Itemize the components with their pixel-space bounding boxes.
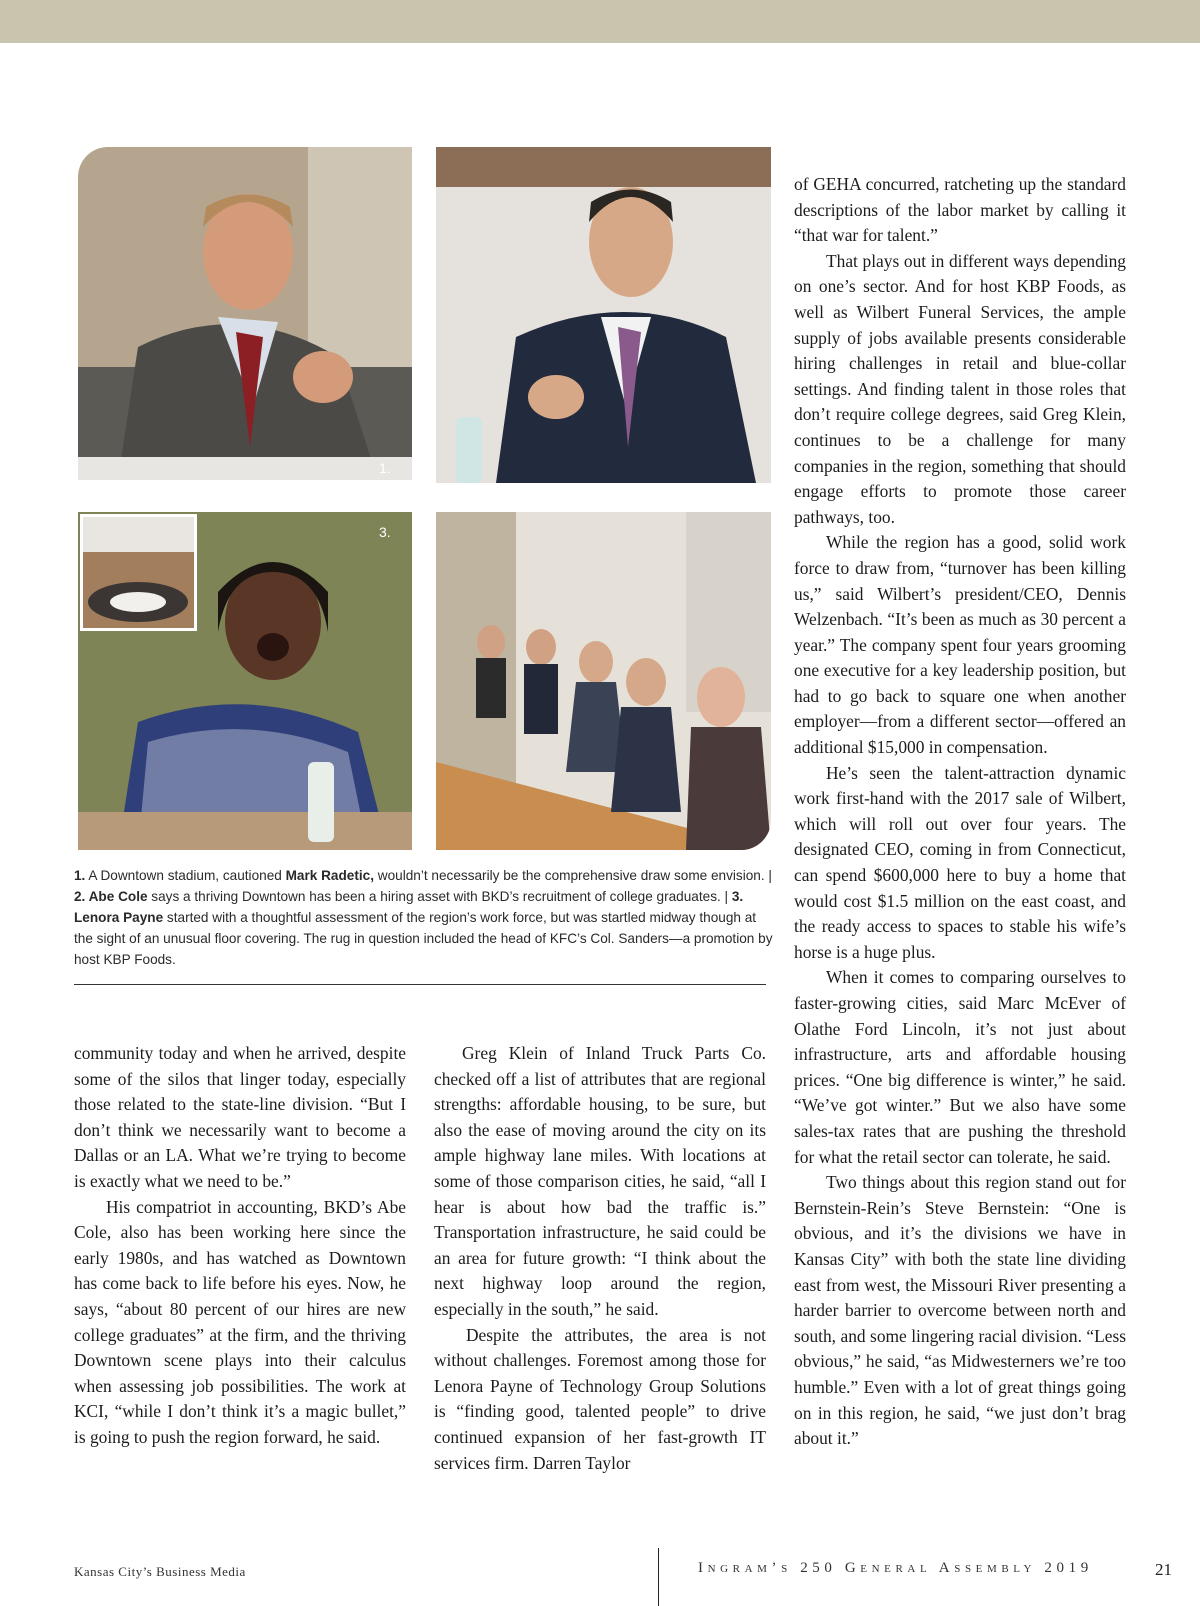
photo3-number: 3. [379,524,391,540]
photo-mark-radetic [78,147,412,480]
page-number: 21 [1155,1560,1172,1579]
photo-lenora-payne [78,512,412,850]
paragraph: While the region has a good, solid work force to draw from, “turnover has been killing us,” said Wilbert’s president/CEO, Dennis Welzenbach. “It’s been as much as 30 percent a year.” The company spent four years grooming one executive for a key leadership position, but had to go back to square one when another employer—from a different sector—offered an additional $15,000 in compensation. [794,532,1126,758]
paragraph: He’s seen the talent-attraction dynamic work first-hand with the 2017 sale of Wilbert, which will roll out over four years. The designated CEO, coming in from Connecticut, can spend $600,000 here to buy a home that would cost $1.5 million on the east coast, and the ready access to spaces to stable his wife’s horse is a huge plus. [794,762,1126,962]
paragraph: Despite the attributes, the area is not without challenges. Foremost among those for Lenora Payne of Technology Group Solutions is “finding good, talented people” to drive continued expansion of her fast-growth IT services firm. Darren Taylor [434,1324,766,1473]
paragraph: of GEHA concurred, ratcheting up the standard descriptions of the labor market by calling it “that war for talent.” [794,174,1126,246]
photo-abe-cole [436,147,771,483]
caption-name-abe-cole: Abe Cole [85,888,148,904]
caption-number-3: 3. [731,888,744,904]
footer-publisher: Kansas City’s Business Media [74,1564,246,1579]
article-column-2 [434,1041,766,1476]
paragraph: Greg Klein of Inland Truck Parts Co. checked off a list of attributes that are regional strengths: affordable housing, to be sure, but also the ease of moving around the city on its ample highway lane miles. With locations at some of those comparison cities, he said, “all I hear is about how bad the traffic is.” Transportation infrastructure, he said could be an area for future growth: “I think about the next highway loop around the region, especially in the south,” he said. [434,1043,766,1319]
footer-publication-title: Ingram’s 250 General Assembly 2019 [698,1560,1093,1576]
caption-name-mark-radetic: Mark Radetic, [285,868,374,883]
caption-text-2: says a thriving Downtown has been a hiring asset with BKD’s recruitment of college graduates. | [147,888,732,904]
caption-number-1: 1. [74,868,86,883]
article-column-1 [74,1041,406,1451]
footer-divider [658,1548,659,1606]
caption-text-3: started with a thoughtful assessment of the region’s work force, but was startled midway though at the sight of an unusual floor covering. The rug in question included the head of KFC’s Col. Sanders—a promotion by host KBP Foods. [74,909,773,967]
caption-text-1a: A Downtown stadium, cautioned [85,868,286,883]
caption-name-lenora-payne: Lenora Payne [74,909,164,925]
caption-divider [74,984,766,985]
paragraph: When it comes to comparing ourselves to faster-growing cities, said Marc McEver of Olathe Ford Lincoln, it’s not just about infrastructure, arts and affordable housing prices. “One big difference is winter,” he said. “We’ve got winter.” But we also have some sales-tax rates that are pushing the threshold for what the retail sector can tolerate, he said. [794,967,1126,1167]
photo-caption [74,866,774,971]
top-color-band [0,0,1200,43]
caption-text-1b: wouldn’t necessarily be the comprehensive draw some envision. | [374,868,772,883]
caption-number-2: 2. [74,888,86,904]
paragraph: community today and when he arrived, despite some of the silos that linger today, especially those related to the state-line division. “But I don’t think we necessarily want to become a Dallas or an LA. What we’re trying to become is exactly what we need to be.” [74,1043,406,1191]
paragraph: His compatriot in accounting, BKD’s Abe Cole, also has been working here since the early 1980s, and has watched as Downtown has come back to life before his eyes. Now, he says, “about 80 percent of our hires are new college graduates” at the firm, and the thriving Downtown scene plays into their calculus when assessing job possibilities. The work at KCI, “while I don’t think it’s a magic bullet,” is going to push the region forward, he said. [74,1196,406,1447]
photo-conference-table [436,512,771,850]
photo1-number: 1. [379,460,391,476]
paragraph: Two things about this region stand out for Bernstein-Rein’s Steve Bernstein: “One is obvious, and it’s the divisions we have in Kansas City” with both the state line dividing east from west, the Missouri River presenting a harder barrier to overcome between north and south, and some lingering racial division. “Less obvious,” he said, “as Midwesterners we’re too humble.” Even with a lot of great things going on in this region, he said, “we just don’t brag about it.” [794,1172,1126,1449]
article-column-3 [794,172,1126,1452]
paragraph: That plays out in different ways depending on one’s sector. And for host KBP Foods, as well as Wilbert Funeral Services, the ample supply of jobs available presents considerable hiring challenges in retail and blue-collar settings. And finding talent in those roles that don’t require college degrees, said Greg Klein, continues to be a challenge for many companies in the region, something that should engage efforts to promote those career pathways, too. [794,250,1126,527]
